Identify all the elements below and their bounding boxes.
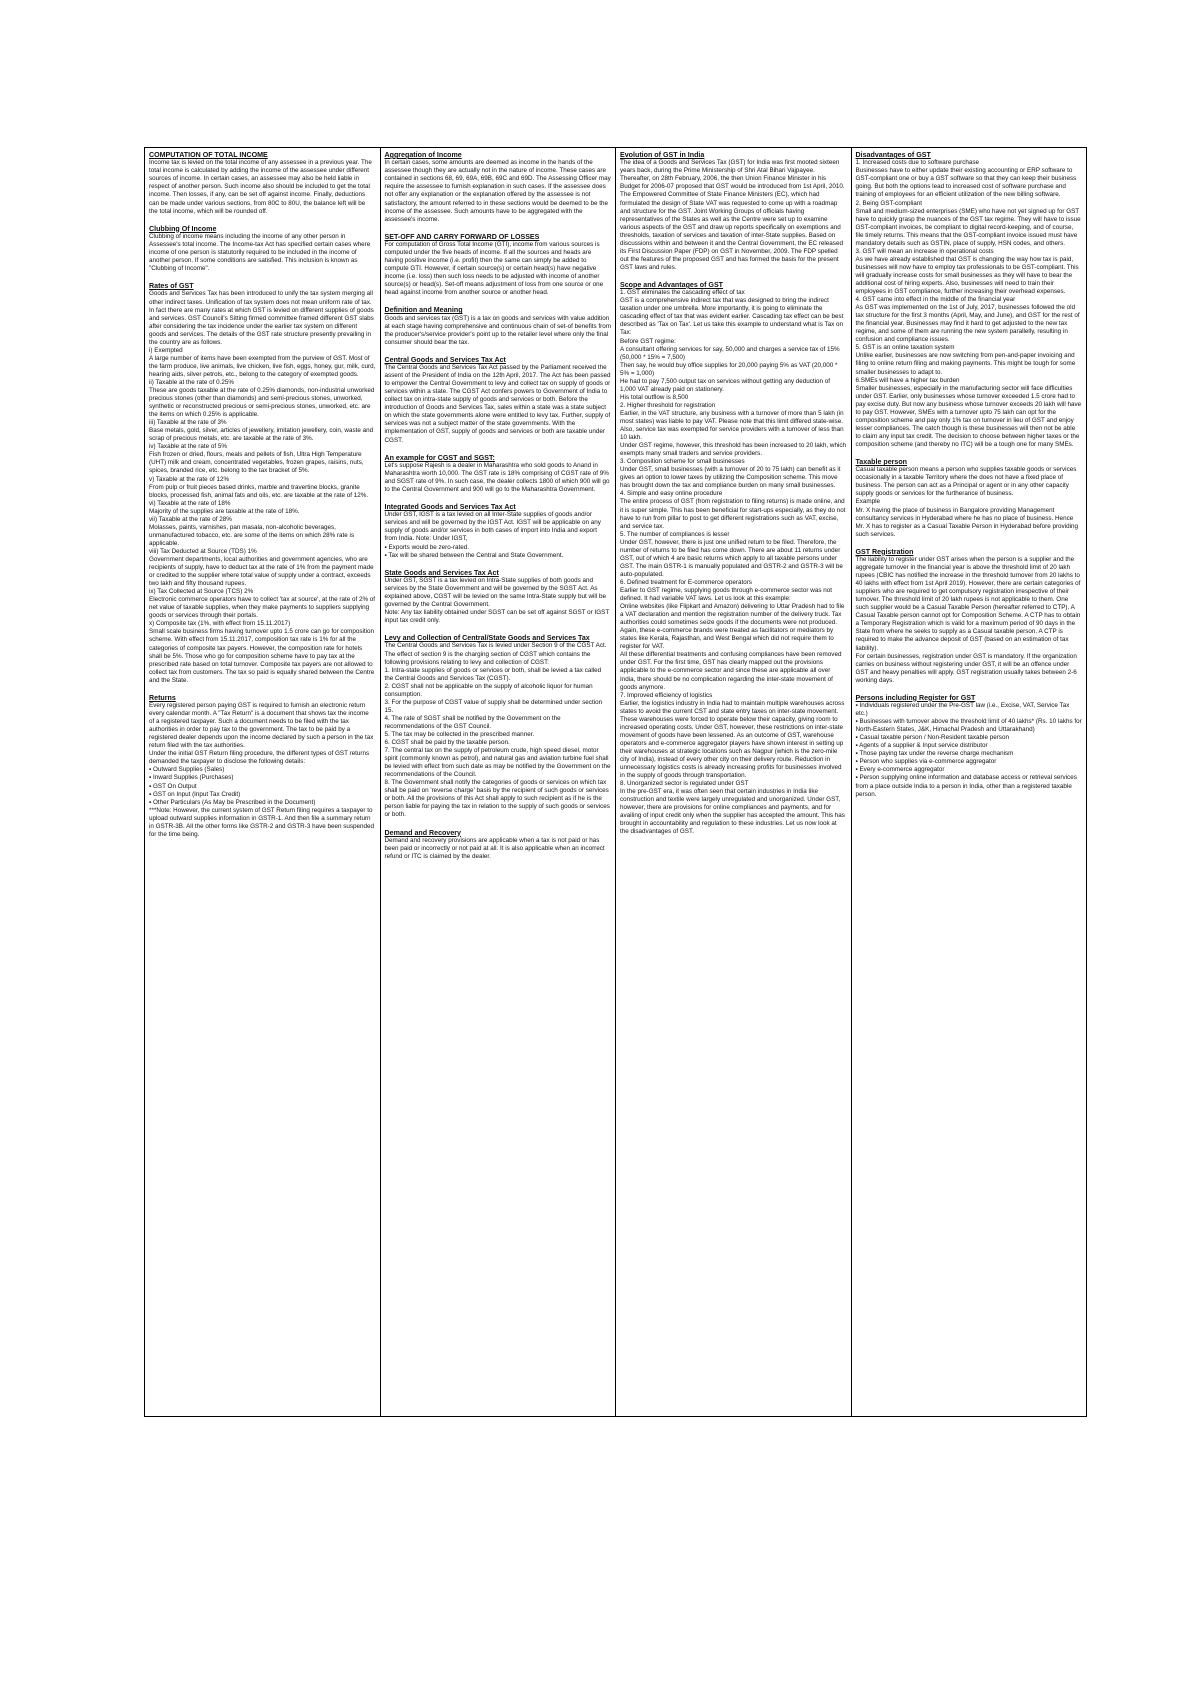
bullet-item: ▪ Businesses with turnover above the threshold limit of 40 lakhs* (Rs. 10 lakhs for North-Eastern States, J&K, Himachal Pradesh and Uttarakhand) [855, 718, 1082, 734]
paragraph: x) Composite tax (1%, with effect from 15.11.2017) [149, 620, 291, 628]
paragraph: Mr. X having the place of business in Bangalore providing Management consultancy services in Hyderabad where he has no place of business. Hence Mr. X has to register as a Casual Taxable Person in Hyderabad before providing such services. [855, 506, 1078, 538]
paragraph: 2. Being GST-compliant [855, 199, 922, 207]
section-heading: GST Registration [855, 547, 914, 556]
paragraph: His total outflow is 8,500 [620, 393, 689, 401]
paragraph: 7. Improved efficiency of logistics [620, 691, 713, 699]
bullet-item: ▪ Every e-commerce aggregator [855, 766, 945, 774]
section-heading: Taxable person [855, 457, 908, 466]
section [385, 634, 612, 819]
paragraph: 7. The central tax on the supply of petroleum crude, high speed diesel, motor spirit (commonly known as petrol), and natural gas and aviation turbine fuel shall be levied with effect from such date as may be notified by the Government on the recommendations of the Council. [384, 747, 611, 779]
column-1 [145, 148, 381, 1416]
column-4 [852, 148, 1087, 1416]
paragraph: 2. Higher threshold for registration [620, 401, 716, 409]
section [385, 356, 612, 445]
section-heading: Central Goods and Services Tax Act [384, 355, 506, 364]
paragraph: The entire process of GST (from registration to filing returns) is made online, and it is super simple. This has been beneficial for start-ups especially, as they do not have to run from pillar to post to get different registrations such as VAT, excise, and service tax. [620, 498, 846, 530]
section-heading: Clubbing Of Income [149, 224, 217, 233]
paragraph: The Central Goods and Services Tax is levied under Section 9 of the CGST Act. The effect of section 9 is the charging section of CGST which contains the following provisions relating to levy and collection of CGST: [384, 642, 607, 666]
section-heading: State Goods and Services Tax Act [384, 568, 499, 577]
section [856, 458, 1083, 539]
section [385, 454, 612, 494]
paragraph: Under GST, IGST is a tax levied on all Inter-State supplies of goods and/or services and will be governed by the IGST Act. IGST will be applicable on any supply of goods and/or services in both cases of import into India and export from India. Note: Under IGST, [384, 511, 601, 543]
paragraph: A consultant offering services for say, 50,000 and charges a service tax of 15% (50,000 * 15% = 7,500) [620, 345, 840, 361]
bullet-item: ▪ Outward Supplies (Sales) [149, 766, 225, 774]
section [385, 151, 612, 224]
paragraph: Majority of the supplies are taxable at the rate of 18%. [149, 507, 300, 515]
paragraph: Goods and Services Tax has been introduced to unify the tax system merging all other indirect taxes. Unification of tax system does not mean uniform rate of tax. In fact there are many rates at which GST is levied on different supplies of goods and services. GST Council's Sitting firmed committee framed different GST slabs after considering the tax incidence under the earlier tax system on different goods and services. The details of the GST rate structure presently prevailing in the country are as follows. [149, 290, 374, 346]
paragraph: Under GST, SGST is a tax levied on Intra-State supplies of both goods and services by the State Government and will be governed by the SGST Act. As explained above, CGST will be levied on the same Intra-State supply but will be governed by the Central Government. [384, 576, 606, 609]
section-heading: Evolution of GST in India [620, 151, 705, 159]
section [149, 282, 376, 685]
paragraph: Under the initial GST Return filing procedure, the different types of GST returns demanded the taxpayer to disclose the following details: [149, 750, 370, 766]
paragraph: Unlike earlier, businesses are now switching from pen-and-paper invoicing and filing to online return filing and making payments. This might be tough for some smaller businesses to adapt to. [855, 352, 1076, 376]
column-2 [381, 148, 617, 1416]
paragraph: 6.SMEs will have a higher tax burden [855, 376, 960, 384]
paragraph: 8. Unorganized sector is regulated under GST [620, 780, 749, 788]
bullet-item: ▪ Casual taxable person / Non-Resident taxable person [855, 734, 1009, 742]
paragraph: The liability to register under GST arises when the person is a supplier and the aggregate turnover in the financial year is above the threshold limit of 20 lakh rupees (CBIC has notified the increase in the threshold turnover from 20 lakhs to 40 lakhs with effect from 1st April 2019). However, there are certain categories of suppliers who are required to get compulsory registration irrespective of their turnover. The threshold limit of 20 lakh rupees is not applicable to them. One such supplier would be a Casual Taxable Person (hereafter referred to CTP). A Casual Taxable person cannot opt for Composition Scheme. A CTP has to obtain a Temporary Registration which is valid for a maximum period of 90 days in the State from where he seeks to supply as a Casual taxable person. A CTP is required to make the advance deposit of GST (based on an estimation of tax liability). [855, 556, 1081, 652]
section-heading: SET-OFF AND CARRY FORWARD OF LOSSES [384, 232, 540, 241]
paragraph: He had to pay 7,500 output tax on services without getting any deduction of 1,000 VAT already paid on stationery. [620, 377, 831, 393]
section [385, 503, 612, 560]
section [149, 225, 376, 274]
section-heading: Demand and Recovery [384, 828, 461, 837]
section [385, 569, 612, 626]
paragraph: Government departments, local authorities and government agencies, who are recipients of supply, have to deduct tax at the rate of 1% from the payment made or credited to the supplier where total value of supply under a contract, exceeds two lakh and fifty thousand rupees. [149, 556, 374, 588]
paragraph: These are goods taxable at the rate of 0.25% diamonds, non-industrial unworked precious stones (other than diamonds) and semi-precious stones, unworked, synthetic or reconstructed precious or semi-precious stones, unworked, etc. are the items on which 0.25% is applicable. [149, 387, 375, 419]
paragraph: Goods and services tax (GST) is a tax on goods and services with value addition at each stage having comprehensive and continuous chain of set-of benefits from the producer's/service provider's point up to the retailer level where only the final consumer should bear the tax. [384, 314, 611, 346]
paragraph: v) Taxable at the rate of 12% [149, 475, 230, 483]
paragraph: 5. The tax may be collected in the prescribed manner. [384, 731, 535, 738]
section-heading: Rates of GST [149, 282, 194, 291]
section-heading: Integrated Goods and Services Tax Act [384, 503, 516, 512]
paragraph: i) Exempted [149, 346, 183, 354]
paragraph: Earlier, the logistics industry in India had to maintain multiple warehouses across states to avoid the current CST and state entry taxes on inter-state movement. These warehouses were forced to operate below their capacity, giving room to increased operating costs. Under GST, however, these restrictions on inter-state movement of goods have been lessened. As an outcome of GST, warehouse operators and e-commerce aggregator players have shown interest in setting up their warehouses at strategic locations such as Nagpur (which is the zero-mile city of India), instead of every other city on their delivery route. Reduction in unnecessary logistics costs is already increasing profits for businesses involved in the supply of goods through transportation. [620, 699, 845, 780]
bullet-item: ▪ Those paying tax under the reverse charge mechanism [855, 750, 1014, 758]
paragraph: 1. Intra-state supplies of goods or services or both, shall be levied a tax called the Central Goods and Services Tax (CGST). [384, 666, 602, 682]
paragraph: In certain cases, some amounts are deemed as income in the hands of the assessee though they are actually not in the nature of income. These cases are contained in sections 68, 69, 69A, 69B, 69C and 69D. The Assessing Officer may require the assessee to furnish explanation in such cases. If the assessee does not offer any explanation or the explanation offered by the assessee is not satisfactory, the amount referred to in these sections would be deemed to be the income of the assessee. Such amounts have to be aggregated with the assessee's income. [384, 159, 611, 223]
section-heading: Scope and Advantages of GST [620, 280, 724, 289]
paragraph: 1. Increased costs due to software purchase [855, 159, 980, 167]
paragraph: All these differential treatments and confusing compliances have been removed under GST. For the first time, GST has clearly mapped out the provisions applicable to the e-commerce sector and since these are applicable all over India, there should be no complication regarding the inter-state movement of goods anymore. [620, 651, 842, 691]
paragraph: 2. CGST shall not be applicable on the supply of alcoholic liquor for human consumption. [384, 682, 593, 698]
paragraph: Under GST, however, there is just one unified return to be filed. Therefore, the number of returns to be filed has come down. There are about 11 returns under GST, out of which 4 are basic returns which apply to all taxable persons under GST. The main GSTR-1 is manually populated and GSTR-2 and GSTR-3 will be auto-populated. [620, 538, 843, 578]
paragraph: 4. GST came into effect in the middle of the financial year [855, 296, 1016, 304]
section [385, 829, 612, 861]
paragraph: Small and medium-sized enterprises (SME) who have not yet signed up for GST have to quickly grasp the nuances of the GST tax regime. They will have to issue GST-compliant invoices, be compliant to digital record-keeping, and of course, file timely returns. This means that the GST-compliant invoice issued must have mandatory details such as GSTIN, place of supply, HSN codes, and others. [855, 207, 1081, 247]
paragraph: Businesses have to either update their existing accounting or ERP software to GST-compliant one or buy a GST software so that they can keep their business going. But both the options lead to increased cost of software purchase and training of employees for an efficient utilization of the new billing software. [855, 167, 1077, 199]
bullet-item: ▪ Person supplying online information and database access or retrieval services from a place outside India to a person in India, other than a registered taxable person. [855, 774, 1077, 798]
section [856, 151, 1083, 449]
section [620, 281, 847, 836]
paragraph: iv) Taxable at the rate of 5% [149, 443, 227, 451]
paragraph: Earlier to GST regime, supplying goods through e-commerce sector was not defined. It had variable VAT laws. Let us look at this example: [620, 586, 832, 603]
section [385, 306, 612, 346]
bullet-item: ▪ Person who supplies via e-commerce aggregator [855, 758, 997, 766]
paragraph: Smaller businesses, especially in the manufacturing sector will face difficulties under GST. Earlier, only businesses whose turnover exceeded 1.5 crore had to pay excise duty. But now any business whose turnover exceeds 20 lakh will have to pay GST. However, SMEs with a turnover upto 75 lakh can opt for the composition scheme and pay only 1% tax on turnover in lieu of GST and enjoy lesser compliances. The catch though is these businesses will then not be able to claim any input tax credit. The decision to choose between higher taxes or the composition scheme (and thereby no ITC) will be a tough one for many SMEs. [855, 384, 1082, 448]
paragraph: 4. Simple and easy online procedure [620, 490, 723, 498]
paragraph: Online websites (like Flipkart and Amazon) delivering to Uttar Pradesh had to file a VAT declaration and mention the registration number of the delivery truck. Tax authorities could sometimes seize goods if the documents were not produced. [620, 603, 845, 627]
section-heading: Definition and Meaning [384, 306, 463, 315]
section-heading: Aggregation of Income [384, 151, 462, 159]
paragraph: viii) Tax Deducted at Source (TDS) 1% [149, 547, 257, 555]
paragraph: Let's suppose Rajesh is a dealer in Maharashtra who sold goods to Anand in Maharashtra worth 10,000. The GST rate is 18% comprising of CGST rate of 9% and SGST rate of 9%. In such case, the dealer collects 1800 of which 900 will go to the Central Government and 900 will go to the Maharashtra Government. [384, 461, 610, 493]
bullet-item: ▪ GST On Output [149, 782, 197, 790]
paragraph: Example [855, 498, 880, 506]
paragraph: ii) Taxable at the rate of 0.25% [149, 378, 234, 386]
paragraph: In the pre-GST era, it was often seen that certain industries in India like construction and textile were largely unregulated and unorganized. Under GST, however, there are provisions for online compliances and payments, and for availing of input credit only when the supplier has accepted the amount. This has brought in accountability and regulation to these industries. Let us now look at the disadvantages of GST. [620, 788, 845, 836]
paragraph: Clubbing of income means including the income of any other person in Assessee's total income. The Income-tax Act has specified certain cases where income of one person is statutorily required to be included in the income of another person. If some conditions are satisfied. This inclusion is known as "Clubbing of Income". [149, 232, 371, 273]
paragraph: Casual taxable person means a person who supplies taxable goods or services occasionally in a taxable Territory where the does not have a fixed place of business. The person can act as a Principal or agent or in any other capacity supply goods or services for the furtherance of business. [855, 466, 1077, 498]
paragraph: GST is a comprehensive indirect tax that was designed to bring the indirect taxation under one umbrella. More importantly, it is going to eliminate the cascading effect of tax that was evident earlier. Cascading tax effect can be best described as 'Tax on Tax'. Let us take this example to understand what is Tax on Tax: [620, 297, 844, 337]
paragraph: Small scale business firms having turnover upto 1.5 crore can go for composition scheme. With effect from 15.11.2017, composition tax rate is 1% for all the categories of composite tax payers. However, the composition rate for hotels shall be 5%. Those who go for composition scheme have to pay tax at the prescribed rate based on total turnover. Composite tax payers are not allowed to collect tax from customers. The tax so paid is equally shared between the Centre and the State. [149, 628, 375, 684]
paragraph: vi) Taxable at the rate of 18% [149, 499, 231, 507]
column-3 [616, 148, 852, 1416]
section [149, 694, 376, 839]
paragraph: 5. The number of compliances is lesser [620, 530, 730, 538]
bullet-item: ▪ Other Particulars (As May be Prescribed in the Document) [149, 798, 316, 806]
paragraph: 3. For the purpose of CGST value of supply shall be determined under section 15. [384, 698, 603, 714]
section [385, 233, 612, 298]
section-heading: Persons including Register for GST [855, 693, 976, 702]
paragraph: Again, these e-commerce brands were treated as facilitators or mediators by states like Kerala, Rajasthan, and West Bengal which did not require them to register for VAT. [620, 627, 834, 651]
paragraph: ix) Tax Collected at Source (TCS) 2% [149, 588, 254, 596]
paragraph: Every registered person paying GST is required to furnish an electronic return every calendar month. A "Tax Return" is a document that shows tax the income of a registered taxpayer. Such a document needs to be filed with the tax authorities in order to pay tax to the government. The tax to be paid by a registered dealer depends upon the income declared by such a person in the tax return filed with the tax authorities. [149, 702, 374, 750]
bullet-item: ▪ Exports would be zero-rated. [384, 543, 469, 551]
bullet-item: ▪ Tax will be shared between the Central and State Government. [384, 551, 564, 559]
paragraph: Note: Any tax liability obtained under SGST can be set off against SGST or IGST input tax credit only. [384, 609, 610, 625]
paragraph: As GST was implemented on the 1st of July, 2017, businesses followed the old tax structure for the first 3 months (April, May, and June), and GST for the rest of the financial year. Businesses may find it hard to get adjusted to the new tax regime, and some of them are running the new system parallelly, resulting in confusion and compliance issues. [855, 304, 1080, 344]
paragraph: A large number of items have been exempted from the purview of GST. Most of the farm produce, live animals, live chicken, live fish, eggs, honey, gur, milk, curd, hearing aids, silver petrols, etc., belong to the category of exempted goods. [149, 354, 376, 378]
paragraph: Before GST regime: [620, 337, 676, 345]
paragraph: The Central Goods and Services Tax Act passed by the Parliament received the assent of the President of India on the 12th April, 2017. The Act has been passed to empower the Central Government to levy and collect tax on supply of goods or services within a state. The CGST Act confers powers to Government of India to collect tax on intra-state supply of goods and services or both. Before the introduction of Goods and Services Tax, sales within a state was a state subject on which the state governments alone were entitled to levy tax. Further, supply of services was not a subject matter of the state governments. With the implementation of GST, supply of goods and services or both are taxable under CGST. [384, 364, 611, 444]
bullet-item: ▪ Inward Supplies (Purchases) [149, 774, 234, 782]
paragraph: 5. GST is an online taxation system [855, 344, 955, 352]
paragraph: From pulp or fruit pieces based drinks, marble and travertine blocks, granite blocks, processed fish, animal fats and oils, etc. are taxable at the rate of 12%. [149, 483, 369, 499]
paragraph: 6. CGST shall be paid by the taxable person. [384, 739, 510, 747]
section [149, 151, 376, 216]
document-sheet [144, 147, 1087, 1417]
section [620, 151, 847, 272]
paragraph: For computation of Gross Total Income (GTI), income from various sources is computed under the five heads of income. If all the sources and heads are having positive income (i.e. profit) then the same can simply be added to compute GTI. However, if certain source(s) or certain head(s) have negative income (i.e. loss) then such loss needs to be adjusted with income of another source(s) or head(s). Set-off means adjustment of loss from one source or one head against income from another source or another head. [384, 240, 604, 297]
section-heading: Disadvantages of GST [855, 151, 931, 159]
paragraph: 8. The Government shall notify the categories of goods or services on which tax shall be paid on 'reverse charge' basis by the recipient of such goods or services or both. All the provisions of this Act shall apply to such recipient as if he is the person liable for paying the tax in relation to the supply of such goods or services or both. [384, 779, 610, 819]
paragraph: Electronic commerce operators have to collect 'tax at source', at the rate of 2% of net value of taxable supplies, when they make payments to suppliers supplying goods or services through their portals. [149, 596, 376, 620]
bullet-item: ▪ Individuals registered under the Pre-GST law (i.e., Excise, VAT, Service Tax etc.) [855, 702, 1070, 718]
bullet-item: ▪ GST on Input (Input Tax Credit) [149, 790, 241, 798]
paragraph: As we have already established that GST is changing the way how tax is paid, businesses will now have to employ tax professionals to be GST-compliant. This will gradually increase costs for small businesses as they will have to bear the additional cost of hiring experts. Also, businesses will need to train their employees in GST compliance, further increasing their overhead expenses. [855, 255, 1079, 296]
paragraph: For certain businesses, registration under GST is mandatory. If the organization carries on business without registering under GST, it will be an offence under GST and heavy penalties will apply. GST registration usually takes between 2-6 working days. [855, 652, 1077, 684]
paragraph: vii) Taxable at the rate of 28% [149, 515, 232, 523]
paragraph: 1. GST eliminates the cascading effect of tax [620, 289, 745, 297]
section-heading: Levy and Collection of Central/State Goods and Services Tax [384, 634, 590, 643]
section-heading: An example for CGST and SGST: [384, 453, 495, 462]
paragraph: Molasses, paints, varnishes, pan masala, non-alcoholic beverages, unmanufactured tobacco, etc. are some of the items on which 28% rate is applicable. [149, 523, 355, 547]
paragraph: Income tax is levied on the total income of any assessee in a previous year. The total income is calculated by adding the income of the assessee under different sources of income. In certain cases, an assessee may also be held liable in respect of another person. Such income also should be included to get the total income. Then losses, if any, can be set off against income. Finally, deductions can be made under various sections, from 80C to 80U, the balance left will be the total income, which will be rounded off. [149, 159, 372, 215]
paragraph: Under GST, small businesses (with a turnover of 20 to 75 lakh) can benefit as it gives an option to lower taxes by utilizing the Composition scheme. This move has brought down the tax and compliance burden on many small businesses. [620, 466, 841, 490]
bullet-item: ▪ Agents of a supplier & Input service distributor [855, 742, 988, 750]
section [856, 694, 1083, 799]
paragraph: Under GST regime, however, this threshold has been increased to 20 lakh, which exempts many small traders and service providers. [620, 442, 846, 458]
section-heading: COMPUTATION OF TOTAL INCOME [149, 151, 268, 159]
paragraph: 4. The rate of SGST shall be notified by the Government on the recommendations of the GST Council. [384, 714, 561, 730]
paragraph: 3. GST will mean an increase in operational costs [855, 247, 994, 255]
paragraph: ***Note: However, the current system of GST Return filing requires a taxpayer to upload outward supplies information in GSTR-1. And then file a summary return in GSTR-3B. All the other forms like GSTR-2 and GSTR-3 have been suspended for the time being. [149, 806, 375, 838]
paragraph: 3. Composition scheme for small businesses [620, 458, 745, 466]
paragraph: 6. Defined treatment for E-commerce operators [620, 578, 752, 586]
paragraph: Demand and recovery provisions are applicable when a tax is not paid or has been paid or incorrectly or not paid at all. It is also applicable when an incorrect refund or ITC is claimed by the dealer. [384, 836, 605, 860]
paragraph: Base metals, gold, silver, articles of jewellery, imitation jewellery, coin, waste and scrap of precious metals, etc. are taxable at the rate of 3%. [149, 427, 374, 443]
paragraph: Then say, he would buy office supplies for 20,000 paying 5% as VAT (20,000 * 5% = 1,000) [620, 361, 838, 377]
paragraph: The idea of a Goods and Services Tax (GST) for India was first mooted sixteen years back, during the Prime Ministership of Shri Atal Bihari Vajpayee. Thereafter, on 28th February, 2006, the then Union Finance Minister in his Budget for 2006-07 proposed that GST would be introduced from 1st April, 2010. The Empowered Committee of State Finance Ministers (EC), which had formulated the design of State VAT was requested to come up with a roadmap and structure for the GST. Joint Working Groups of officials having representatives of the States as well as the Centre were set up to examine various aspects of the GST and draw up reports specifically on exemptions and thresholds, taxation of services and taxation of inter-State supplies. Based on discussions within and between it and the Central Government, the EC released its First Discussion Paper (FDP) on GST in November, 2009. The FDP spelled out the features of the proposed GST and has formed the basis for the present GST laws and rules. [620, 159, 845, 271]
section-heading: Returns [149, 693, 176, 702]
paragraph: Earlier, in the VAT structure, any business with a turnover of more than 5 lakh (in most states) was liable to pay VAT. Please note that this limit differed state-wise. Also, service tax was exempted for service providers with a turnover of less than 10 lakh. [620, 409, 844, 442]
paragraph: Fish frozen or dried, flours, meals and pellets of fish, Ultra High Temperature (UHT) milk and cream, concentrated vegetables, frozen grapes, raisins, nuts, spices, branded rice, etc. belong to the tax bracket of 5%. [149, 451, 364, 475]
section [856, 548, 1083, 685]
paragraph: iii) Taxable at the rate of 3% [149, 419, 227, 427]
